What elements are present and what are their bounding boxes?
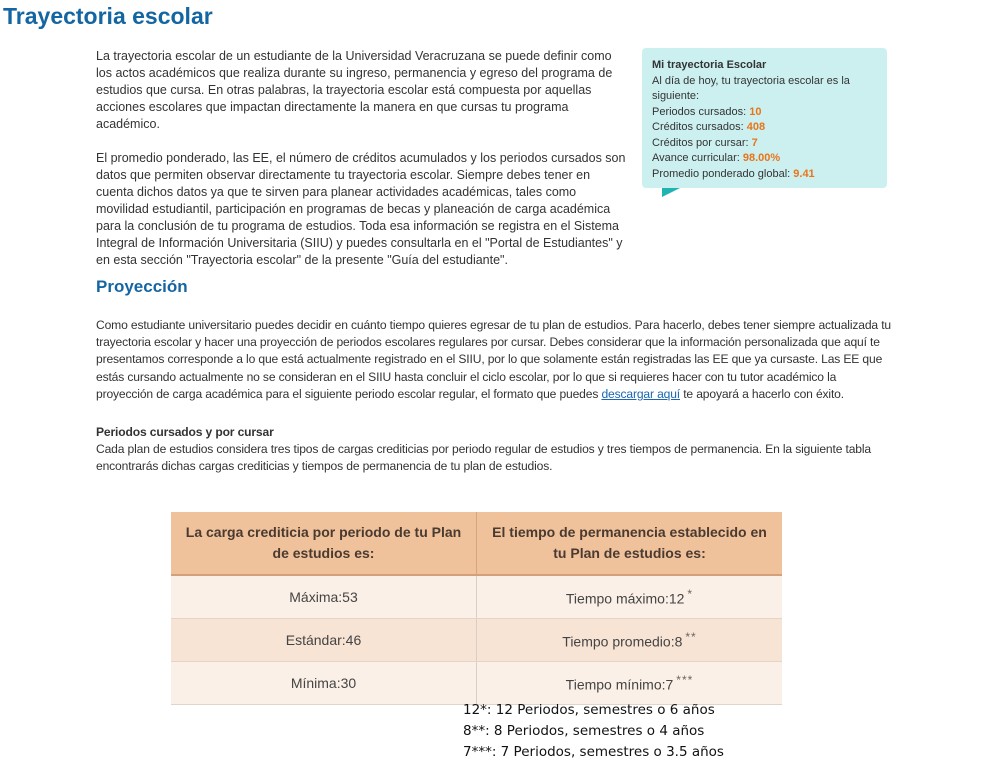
periodos-section: [96, 424, 896, 475]
table-row: [171, 619, 782, 662]
proyeccion-text-end: te apoyará a hacerlo con éxito.: [680, 386, 844, 401]
tiempo-cell: [477, 575, 783, 619]
callout-title: Mi trayectoria Escolar: [652, 59, 767, 71]
callout-intro: Al día de hoy, tu trayectoria escolar es la siguiente:: [652, 74, 850, 102]
callout-item-creditos-cursados: [652, 120, 877, 136]
proyeccion-heading: Proyección: [96, 277, 188, 296]
descargar-link[interactable]: descargar aquí: [601, 386, 681, 401]
callout-item-periodos: [652, 105, 877, 121]
page-title: Trayectoria escolar: [3, 3, 213, 29]
tiempo-cell: [477, 619, 783, 662]
table-row: [171, 662, 782, 705]
table-header-row: [171, 512, 782, 575]
callout-label: Promedio ponderado global:: [652, 167, 794, 180]
intro-paragraph: La trayectoria escolar de un estudiante de la Universidad Veracruzana se puede definir como los actos académicos que realiza durante su ingreso, permanencia y egreso del programa de estudios que cursa. En otras palabras, la trayectoria escolar está compuesta por aquellas acciones escolares que impactan directamente la manera en que cursas tu programa académico.: [96, 49, 613, 131]
carga-cell: Estándar:46: [171, 619, 477, 662]
footnote: 7***: 7 Periodos, semestres o 3.5 años: [463, 744, 724, 760]
callout-value: 10: [749, 105, 762, 118]
carga-table: [171, 512, 782, 705]
callout-label: Créditos por cursar:: [652, 136, 752, 149]
callout-item-promedio: [652, 167, 877, 183]
callout-label: Periodos cursados:: [652, 105, 750, 118]
callout-label: Créditos cursados:: [652, 121, 747, 133]
periodos-text: Cada plan de estudios considera tres tipos de cargas crediticias por periodo regular de estudios y tres tiempos de permanencia. En la siguiente tabla encontrarás dichas cargas crediticias y tiempos de permanencia de tu plan de estudios.: [96, 442, 871, 473]
intro-section: [96, 48, 626, 286]
tiempo-text: Tiempo mínimo:7: [565, 676, 674, 693]
footnote: 8**: 8 Periodos, semestres o 4 años: [463, 723, 705, 739]
tiempo-cell: [477, 662, 783, 705]
mi-trayectoria-callout: [642, 48, 887, 188]
intro-paragraph: El promedio ponderado, las EE, el número de créditos acumulados y los periodos cursados son datos que permiten observar directamente tu trayectoria escolar. Siempre debes tener en cuenta dichos datos ya que te sirven para planear actividades académicas, tales como movilidad estudiantil, participación en programas de becas y planeación de carga académica para la conclusión de tu programa de estudios. Toda esa información se registra en el Sistema Integral de Información Universitaria (SIIU) y puedes consultarla en el "Portal de Estudiantes" y en esta sección "Trayectoria escolar" de la presente "Guía del estudiante".: [96, 151, 626, 267]
footnote-mark: ***: [676, 673, 694, 688]
footnote-mark: *: [687, 587, 694, 602]
callout-tail: [662, 188, 680, 197]
carga-cell: Mínima:30: [171, 662, 477, 705]
proyeccion-paragraph: [96, 317, 896, 403]
callout-value: 9.41: [793, 167, 815, 180]
tiempo-text: Tiempo promedio:8: [562, 633, 683, 650]
table-header-tiempo: El tiempo de permanencia establecido en tu Plan de estudios es:: [477, 512, 783, 575]
callout-value: 7: [751, 136, 758, 149]
callout-item-creditos-por-cursar: [652, 136, 877, 152]
periodos-subheading: Periodos cursados y por cursar: [96, 425, 274, 439]
callout-label: Avance curricular:: [652, 152, 743, 164]
footnote: 12*: 12 Periodos, semestres o 6 años: [463, 702, 715, 718]
table-row: [171, 575, 782, 619]
table-header-carga: La carga crediticia por periodo de tu Plan de estudios es:: [171, 512, 477, 575]
callout-value: 98.00%: [742, 152, 781, 164]
proyeccion-text: Como estudiante universitario puedes decidir en cuánto tiempo quieres egresar de tu plan de estudios. Para hacerlo, debes tener siempre actualizada tu trayectoria escolar y hacer una proyección de periodos escolares regulares por cursar. Debes considerar que la información personalizada que aquí te presentamos corresponde a lo que está actualmente registrado en el SIIU, por lo que solamente están registradas las EE que ya cursaste. Las EE que estás cursando actualmente no se consideran en el SIIU hasta concluir el ciclo escolar, por lo que si requieres hacer con tu tutor académico la proyección de carga académica para el siguiente periodo escolar regular, el formato que puedes: [96, 318, 891, 401]
footnote-mark: **: [685, 630, 697, 645]
tiempo-text: Tiempo máximo:12: [565, 590, 685, 607]
callout-item-avance: [652, 151, 877, 167]
footnotes: [463, 700, 724, 763]
callout-value: 408: [746, 121, 766, 133]
carga-cell: Máxima:53: [171, 575, 477, 619]
